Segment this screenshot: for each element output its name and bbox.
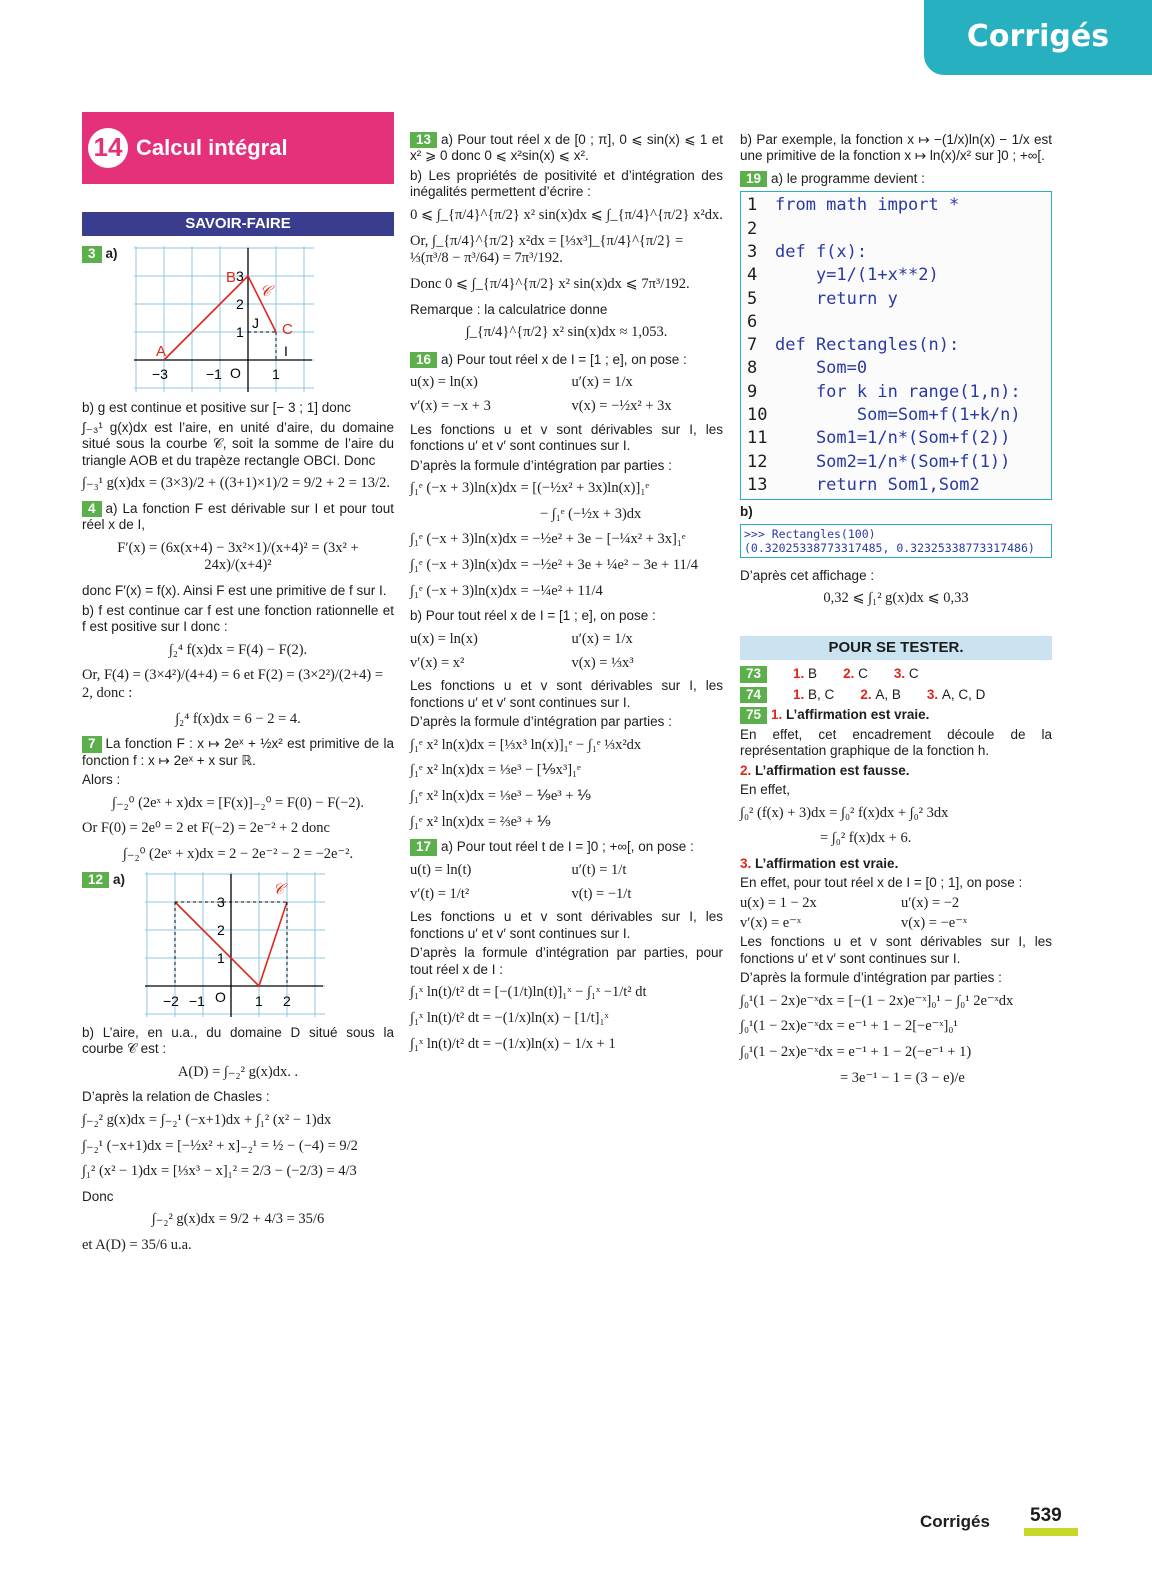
equation: u′(x) = 1/x [571,374,633,391]
equation: v(x) = −½x² + 3x [571,397,672,414]
code-line [747,451,1045,474]
equation: ∫₂⁴ f(x)dx = F(4) − F(2). [168,641,308,658]
definition-row [410,631,723,649]
paragraph: b) L’aire, en u.a., du domaine D situé sous la courbe 𝒞 est : [82,1024,394,1057]
equation: ∫₁ˣ ln(t)/t² dt = −(1/x)ln(x) − 1/x + 1 [410,1035,616,1052]
paragraph: D’après la formule d’intégration par parties, pour tout réel x de I : [410,945,723,977]
exercise-number: 75 [740,707,767,723]
point-i-label: I [283,343,288,360]
line-number: 7 [747,335,758,356]
equation: et A(D) = 35/6 u.a. [82,1237,192,1254]
origin-label: O [215,988,226,1005]
equation: ∫₁ᵉ x² ln(x)dx = ⅓e³ − ⅑e³ + ⅑ [410,788,592,805]
origin-label: O [229,365,241,382]
column-1 [82,112,394,1263]
equation: ∫₂⁴ f(x)dx = 6 − 2 = 4. [175,710,301,727]
code-text: def f(x): [775,242,868,262]
code-line [747,381,1045,404]
curve-label: 𝒞 [273,880,284,898]
exercise-number: 17 [410,839,437,855]
paragraph: La fonction F : x ↦ 2eˣ + ½x² est primitive de la fonction f : x ↦ 2eˣ + x sur ℝ. [82,736,394,768]
paragraph: Les fonctions u et v sont dérivables sur I, les fonctions u′ et v′ sont continues sur I. [410,909,723,941]
code-line [747,288,1045,311]
code-line [747,241,1045,264]
line-number: 10 [747,405,768,426]
code-text: return Som1,Som2 [775,474,980,495]
paragraph: a) le programme devient : [771,170,925,186]
line-number: 8 [747,358,758,379]
equation: ∫₀¹(1 − 2x)e⁻ˣdx = e⁻¹ + 1 − 2[−e⁻ˣ]₀¹ [740,1018,958,1035]
paragraph: D’après la formule d’intégration par parties : [410,457,672,473]
code-text: Som2=1/n*(Som+f(1)) [775,451,1011,472]
tick-label: 1 [255,992,263,1009]
equation: ∫₁ˣ ln(t)/t² dt = [−(1/t)ln(t)]₁ˣ − ∫₁ˣ −1/t² dt [410,984,647,1001]
equation: ∫₁ᵉ (−x + 3)ln(x)dx = −½e² + 3e − [−¼x² + 3x]₁ᵉ [410,531,686,548]
answer: 2. A, B [860,686,901,702]
equation: ∫₋₂¹ (−x+1)dx = [−½x² + x]₋₂¹ = ½ − (−4) = 9/2 [82,1137,358,1154]
code-text: def Rectangles(n): [775,335,960,356]
answer: 2. C [843,666,868,682]
code-text: for k in range(1,n): [775,381,1021,402]
tick-label: −1 [205,366,222,383]
paragraph: b) Les propriétés de positivité et d’intégration des inégalités permettent d’écrire : [410,167,723,200]
definition-row [740,915,1052,933]
equation: ∫₀¹(1 − 2x)e⁻ˣdx = e⁻¹ + 1 − 2(−e⁻¹ + 1) [740,1043,972,1060]
paragraph: D’après cet affichage : [740,567,875,583]
paragraph: a) Pour tout réel x de I = [1 ; e], on pose : [441,351,687,367]
answer: 1. B [793,666,818,682]
equation: v′(t) = 1/t² [410,885,470,902]
code-line [747,427,1045,450]
line-number: 5 [747,288,758,309]
equation: ∫₁ᵉ x² ln(x)dx = [⅓x³ ln(x)]₁ᵉ − ∫₁ᵉ ⅓x²dx [410,736,642,753]
equation: ∫₀¹(1 − 2x)e⁻ˣdx = [−(1 − 2x)e⁻ˣ]₀¹ − ∫₀¹ 2e⁻ˣdx [740,992,1014,1009]
equation: ∫₁ˣ ln(t)/t² dt = −(1/x)ln(x) − [1/t]₁ˣ [410,1009,609,1026]
answer-row-74 [740,687,1052,703]
code-line [747,194,1045,217]
code-text: Som=0 [775,358,868,379]
chapter-number: 14 [88,128,128,168]
page-number-underline [1024,1528,1078,1536]
tick-label: −1 [189,992,206,1009]
equation: ∫₀² (f(x) + 3)dx = ∫₀² f(x)dx + ∫₀² 3dx [740,804,949,821]
line-number: 1 [747,195,758,216]
paragraph: ∫₋₃¹ g(x)dx est l’aire, en unité d’aire, du domaine situé sous la courbe 𝒞, soit la somme de l’aire du triangle AOB et du trapèze rectangle OBCI. Donc [82,419,394,468]
statement-verdict: 2. L’affirmation est fausse. [740,762,910,778]
tick-label: 1 [217,949,225,966]
line-number: 2 [747,218,758,239]
definition-row [410,374,723,392]
equation: u′(t) = 1/t [571,861,627,878]
definition-row [410,398,723,416]
paragraph: Remarque : la calculatrice donne [410,301,608,317]
line-number: 9 [747,381,758,402]
paragraph: En effet, cet encadrement découle de la représentation graphique de la fonction h. [740,726,1052,759]
line-number: 11 [747,428,768,449]
exercise-number: 19 [740,171,767,187]
equation: 0,32 ⩽ ∫₁² g(x)dx ⩽ 0,33 [823,590,969,607]
paragraph: En effet, pour tout réel x de I = [0 ; 1], on pose : [740,875,1023,891]
exercise-number: 73 [740,666,767,682]
equation: ∫₁ᵉ x² ln(x)dx = ⅓e³ − [⅑x³]₁ᵉ [410,762,581,779]
equation: v′(x) = x² [410,654,465,671]
definition-row [410,886,723,904]
code-text: y=1/(1+x**2) [775,265,939,286]
tick-label: −2 [163,992,180,1009]
code-line [747,404,1045,427]
paragraph: D’après la formule d’intégration par parties : [410,714,672,730]
line-number: 3 [747,242,758,262]
tick-label: 3 [217,893,225,910]
equation: − ∫₁ᵉ (−½x + 3)dx [540,505,642,522]
exercise-number: 3 [82,246,102,262]
line-number: 6 [747,311,758,332]
paragraph: D’après la relation de Chasles : [82,1089,270,1105]
equation: v(x) = ⅓x³ [571,654,634,671]
statement-verdict: 1. L’affirmation est vraie. [771,707,930,723]
page-number: 539 [1030,1505,1062,1526]
chapter-title: Calcul intégral [136,134,288,160]
section-savoir-faire: SAVOIR-FAIRE [82,212,394,236]
paragraph: donc F′(x) = f(x). Ainsi F est une primitive de f sur I. [82,583,387,599]
answer-row-73 [740,666,1052,682]
exercise-number: 16 [410,352,437,368]
line-number: 13 [747,474,768,495]
equation: = ∫₀² f(x)dx + 6. [820,830,912,847]
equation: ∫₋₂² g(x)dx = ∫₋₂¹ (−x+1)dx + ∫₁² (x² − 1)dx [82,1111,332,1128]
exercise-number: 13 [410,132,437,148]
paragraph: a) La fonction F est dérivable sur I et pour tout réel x de I, [82,500,394,533]
paragraph: a) Pour tout réel x de [0 ; π], 0 ⩽ sin(x) ⩽ 1 et x² ⩾ 0 donc 0 ⩽ x²sin(x) ⩽ x². [410,132,723,164]
code-text: from math import * [775,195,960,216]
equation: v(x) = −e⁻ˣ [901,914,968,931]
ex3-figure-row [82,246,394,394]
paragraph: b) g est continue et positive sur [− 3 ; 1] donc [82,400,352,416]
equation: F′(x) = (6x(x+4) − 3x²×1)/(x+4)² = (3x² + 24x)/(x+4)² [117,539,359,574]
equation: ∫₋₂⁰ (2eˣ + x)dx = [F(x)]₋₂⁰ = F(0) − F(−2). [111,794,364,811]
graph-figure-2 [145,872,325,1017]
paragraph: Les fonctions u et v sont dérivables sur I, les fonctions u′ et v′ sont continues sur I. [410,678,723,710]
answer: 1. B, C [793,686,835,702]
equation: ∫₋₂² g(x)dx = 9/2 + 4/3 = 35/6 [151,1211,325,1228]
code-listing [740,191,1052,500]
equation: ∫₁ᵉ (−x + 3)ln(x)dx = [(−½x² + 3x)ln(x)]₁ᵉ [410,480,650,497]
code-line [747,357,1045,380]
equation: Or, F(4) = (3×4²)/(4+4) = 6 et F(2) = (3×2²)/(2+4) = 2, donc : [82,667,384,701]
part-label: a) [113,871,126,887]
paragraph: b) Pour tout réel x de I = [1 ; e], on pose : [410,608,656,624]
definition-row [740,895,1052,913]
equation: ∫₁ᵉ x² ln(x)dx = ⅔e³ + ⅑ [410,813,551,830]
point-a-label: A [155,343,166,361]
definition-row [410,862,723,880]
equation: v′(x) = −x + 3 [410,397,491,414]
tick-label: 2 [217,921,225,938]
equation: ∫₁ᵉ (−x + 3)ln(x)dx = −¼e² + 11/4 [410,582,603,599]
tick-label: 2 [283,992,291,1009]
paragraph: Les fonctions u et v sont dérivables sur I, les fonctions u′ et v′ sont continues sur I. [410,421,723,454]
answer: 3. A, C, D [926,686,986,702]
equation: ∫₋₃¹ g(x)dx = (3×3)/2 + ((3+1)×1)/2 = 9/2 + 2 = 13/2. [82,475,390,492]
equation: A(D) = ∫₋₂² g(x)dx. . [177,1063,299,1080]
curve-label: 𝒞 [259,283,271,301]
equation: u′(x) = −2 [901,894,960,911]
equation: v′(x) = e⁻ˣ [740,914,802,931]
code-text: Som1=1/n*(Som+f(2)) [775,428,1011,449]
line-number: 4 [747,265,758,286]
shell-command: >>> Rectangles(100) [744,526,876,541]
python-shell-output [740,524,1052,558]
exercise-number: 7 [82,736,102,752]
paragraph: Donc [82,1188,114,1204]
line-number: 12 [747,451,768,472]
tick-label: 2 [235,296,244,313]
paragraph: b) Par exemple, la fonction x ↦ −(1/x)ln(x) − 1/x est une primitive de la fonction x ↦ ln(x)/x² sur ]0 ; +∞[. [740,132,1052,164]
chapter-banner [82,112,394,184]
equation: Or F(0) = 2e⁰ = 2 et F(−2) = 2e⁻² + 2 donc [82,820,330,837]
point-c-label: C [281,321,293,339]
paragraph: a) Pour tout réel t de I = ]0 ; +∞[, on pose : [441,839,694,855]
equation: v(t) = −1/t [571,885,632,902]
tick-label: 3 [235,268,244,285]
part-label: b) [740,504,753,520]
tick-label: 1 [235,324,244,341]
equation: ∫_{π/4}^{π/2} x² sin(x)dx ≈ 1,053. [465,324,668,341]
graph-figure-1 [134,246,314,394]
section-pour-se-tester: POUR SE TESTER. [740,636,1052,660]
equation: ∫₋₂⁰ (2eˣ + x)dx = 2 − 2e⁻² − 2 = −2e⁻². [122,846,354,863]
code-text: return y [775,288,898,309]
equation: ∫₁ᵉ (−x + 3)ln(x)dx = −½e² + 3e + ¼e² − 3e + 11/4 [410,557,699,574]
footer-label: Corrigés [920,1512,990,1531]
paragraph: b) f est continue car f est une fonction rationnelle et f est positive sur I donc : [82,602,394,635]
code-line [747,218,1045,241]
code-text: Som=Som+f(1+k/n) [775,405,1021,426]
equation: u(x) = 1 − 2x [740,894,817,911]
equation: 0 ⩽ ∫_{π/4}^{π/2} x² sin(x)dx ⩽ ∫_{π/4}^{π/2} x²dx. [410,206,723,223]
equation: u(x) = ln(x) [410,374,478,391]
equation: Donc 0 ⩽ ∫_{π/4}^{π/2} x² sin(x)dx ⩽ 7π³/192. [410,275,690,292]
exercise-number: 74 [740,687,767,703]
definition-row [410,655,723,673]
column-3 [740,132,1052,1095]
header-tab: Corrigés [924,0,1152,75]
code-line [747,264,1045,287]
exercise-number: 4 [82,501,102,517]
ex12-figure-row [82,872,394,1017]
column-2 [410,132,723,1061]
paragraph: Alors : [82,772,121,788]
shell-result: (0.32025338773317485, 0.32325338773317486) [744,540,1035,555]
equation: u(t) = ln(t) [410,861,472,878]
point-j-label: J [251,315,259,332]
answer: 3. C [893,666,919,682]
tick-label: −3 [151,366,168,383]
paragraph: En effet, [740,782,791,798]
equation: u(x) = ln(x) [410,630,478,647]
equation: Or, ∫_{π/4}^{π/2} x²dx = [⅓x³]_{π/4}^{π/2} = ⅓(π³/8 − π³/64) = 7π³/192. [410,232,684,267]
paragraph: Les fonctions u et v sont dérivables sur I, les fonctions u′ et v′ sont continues sur I. [740,934,1052,966]
equation: ∫₁² (x² − 1)dx = [⅓x³ − x]₁² = 2/3 − (−2/3) = 4/3 [82,1163,357,1180]
statement-verdict: 3. L’affirmation est vraie. [740,855,899,871]
tick-label: 1 [271,366,280,383]
equation: u′(x) = 1/x [571,630,633,647]
code-line [747,474,1045,497]
code-line [747,311,1045,334]
equation: = 3e⁻¹ − 1 = (3 − e)/e [840,1069,965,1086]
point-b-label: B [225,269,236,287]
paragraph: D’après la formule d’intégration par parties : [740,970,1002,986]
part-label: a) [105,246,118,262]
code-line [747,334,1045,357]
exercise-number: 12 [82,872,109,888]
